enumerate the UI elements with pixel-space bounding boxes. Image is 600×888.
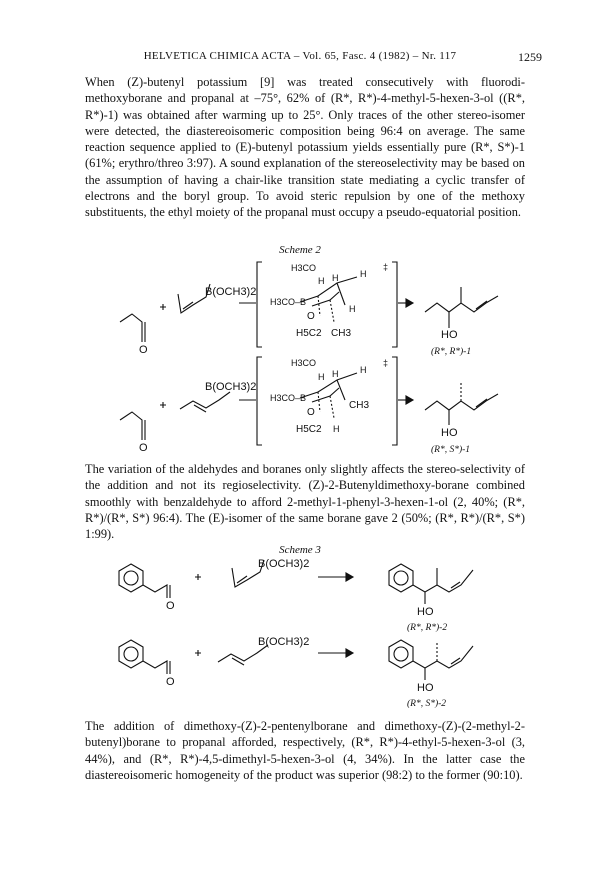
ts-hydrogen-1c: H [360, 269, 367, 279]
propanal-structure-1 [120, 314, 145, 342]
product-hydroxyl-3: HO [417, 606, 434, 618]
carbonyl-oxygen-s3r2: O [166, 676, 175, 688]
product-label-r-s-2: (R*, S*)-2 [407, 699, 447, 709]
borane-label-s2r1: B(OCH3)2 [205, 286, 257, 298]
ts-hydrogen-2b: H [332, 369, 339, 379]
product-1-structure [425, 287, 498, 328]
ts-hydrogen-1d: H [349, 304, 356, 314]
scheme-3-title: Scheme 3 [279, 544, 321, 556]
ts-methyl-1: CH3 [331, 328, 352, 339]
product-hydroxyl-2: HO [441, 427, 458, 439]
benzaldehyde-structure-2 [119, 640, 170, 674]
ts-oxygen-2: O [307, 407, 315, 418]
reaction-arrow-s3r2 [318, 649, 353, 657]
ts-methoxy-boron-1: H3CO–B [270, 297, 307, 307]
ts-oxygen-1: O [307, 311, 315, 322]
product-hydroxyl-1: HO [441, 329, 458, 341]
product-label-r-s-1: (R*, S*)-1 [431, 445, 471, 455]
running-header: HELVETICA CHIMICA ACTA – Vol. 65, Fasc. 4 (1982) – Nr. 117 [143, 50, 457, 62]
product-label-r-r-2: (R*, R*)-2 [407, 623, 448, 633]
ts-hydrogen-2c: H [360, 365, 367, 375]
plus-sign-s3r2 [195, 650, 201, 656]
product-label-r-r-1: (R*, R*)-1 [431, 347, 472, 357]
product-2-structure [425, 383, 498, 425]
product-hydroxyl-4: HO [417, 682, 434, 694]
ts-methoxy-top-1: H3CO [291, 263, 317, 273]
paragraph-2: The variation of the aldehydes and boranes only slightly affects the stereo-selectivity of the addition and not its regioselectivity. (Z)-2-Butenyldimethoxy-borane combined smoothly with benzaldehyde to afford 2-methyl-1-phenyl-3-hexen-1-ol (2, 40%; (R*, R*)/(R*, S*) 96:4). The (E)-isomer of the same borane gave 2 (50%; (R*, R*)/(R*, S*) 1:99). [85, 462, 525, 542]
carbonyl-oxygen-s2r2: O [139, 442, 148, 454]
plus-sign-s2r2 [160, 402, 166, 408]
e-butenylborane-2 [180, 392, 230, 412]
ts-ethyl-1: H5C2 [296, 328, 322, 339]
product-r-r-2-structure [389, 564, 473, 604]
propanal-structure-2 [120, 412, 145, 440]
ts-hydrogen-2d: H [333, 424, 340, 434]
borane-label-s3r1: B(OCH3)2 [258, 558, 310, 570]
scheme-2-title: Scheme 2 [279, 244, 321, 256]
ts-hydrogen-2a: H [318, 372, 325, 382]
ts-hydrogen-1a: H [318, 276, 325, 286]
paragraph-3: The addition of dimethoxy-(Z)-2-pentenylborane and dimethoxy-(Z)-(2-methyl-2-butenyl)borane to propanal afforded, respectively, (R*, R*)-4-ethyl-5-hexen-3-ol (3, 44%), and (R*, R*)-4,5-dimethyl-5-hexen-3-ol (4, 34%). In the latter case the diastereoisomeric homogeneity of the product was superior (98:2) to the former (90:10). [85, 719, 525, 782]
carbonyl-oxygen-s3r1: O [166, 600, 175, 612]
paragraph-1: When (Z)-butenyl potassium [9] was treated consecutively with fluorodi-methoxyborane and propanal at –75°, 62% of (R*, R*)-4-methyl-5-hexen-3-ol ((R*, R*)-1) was obtained after warming up to 25°. Only traces of the other stereo-isomer were detected, the diastereoisomeric composition being 96:4 on average. The same reaction sequence applied to (E)-butenyl potassium yields essentially pure (R*, S*)-1 (61%; erythro/threo 3:97). A sound explanation of the stereoselectivity may be based on the assumption of having a chair-like transition state mediating a cyclic transfer of electrons and the boryl group. To avoid steric repulsion by one of the methoxy substituents, the ethyl moiety of the propanal must occupy a pseudo-equatorial position. [85, 75, 525, 220]
e-butenylborane-4 [218, 645, 268, 665]
borane-label-s2r2: B(OCH3)2 [205, 381, 257, 393]
ts-methoxy-boron-2: H3CO–B [270, 393, 307, 403]
product-r-s-2-structure [389, 640, 473, 680]
page-number: 1259 [518, 50, 542, 64]
borane-label-s3r2: B(OCH3)2 [258, 636, 310, 648]
ts-ethyl-2: H5C2 [296, 424, 322, 435]
benzaldehyde-structure-1 [119, 564, 170, 598]
plus-sign-s3r1 [195, 574, 201, 580]
ts-methyl-2: CH3 [349, 400, 370, 411]
plus-sign-s2r1 [160, 304, 166, 310]
ts-methoxy-top-2: H3CO [291, 358, 317, 368]
ts-double-dagger-1: ‡ [383, 262, 389, 272]
reaction-arrow-s2r2 [398, 396, 413, 404]
reaction-arrow-s2r1 [398, 299, 413, 307]
ts-hydrogen-1b: H [332, 273, 339, 283]
ts-double-dagger-2: ‡ [383, 358, 389, 368]
carbonyl-oxygen-s2r1: O [139, 344, 148, 356]
reaction-arrow-s3r1 [318, 573, 353, 581]
